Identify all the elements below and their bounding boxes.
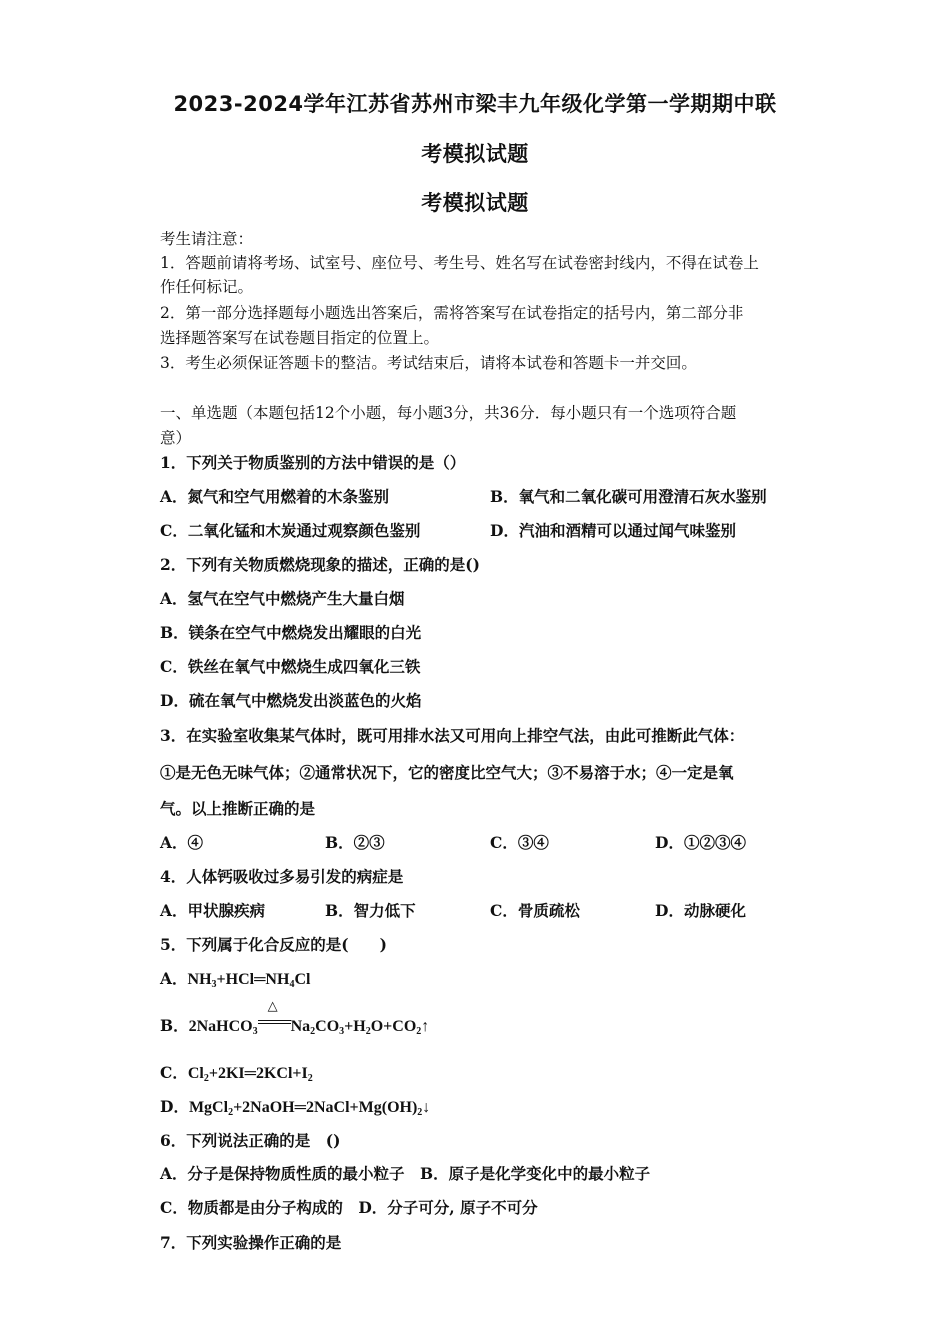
- question-5-option-c: [160, 1061, 313, 1084]
- question-7-stem: 7．下列实验操作正确的是: [160, 1233, 342, 1252]
- question-3-stem-cont: ①是无色无味气体；②通常状况下，它的密度比空气大；③不易溶于水；④一定是氧: [160, 763, 734, 782]
- question-5-option-d: [160, 1095, 430, 1118]
- delta-icon: △: [267, 998, 278, 1013]
- heating-condition-sign: [258, 998, 291, 1028]
- question-2-option-b: B．镁条在空气中燃烧发出耀眼的白光: [160, 623, 422, 642]
- question-3-option-b: B．②③: [325, 833, 385, 852]
- question-4-stem: 4．人体钙吸收过多易引发的病症是: [160, 867, 404, 886]
- question-6-options-ab: A．分子是保持物质性质的最小粒子 B．原子是化学变化中的最小粒子: [160, 1164, 651, 1183]
- question-3-option-d: D．①②③④: [655, 833, 746, 852]
- question-4-option-a: A．甲状腺疾病: [160, 901, 266, 920]
- question-6-stem: 6．下列说法正确的是 (): [160, 1131, 341, 1150]
- question-4-option-b: B．智力低下: [325, 901, 416, 920]
- question-2-option-d: D．硫在氧气中燃烧发出淡蓝色的火焰: [160, 691, 422, 710]
- option-label: C．: [160, 1063, 188, 1082]
- question-3-option-c: C．③④: [490, 833, 549, 852]
- question-2-option-a: A．氢气在空气中燃烧产生大量白烟: [160, 589, 405, 608]
- notice-item-1: 1．答题前请将考场、试室号、座位号、考生号、姓名写在试卷密封线内，不得在试卷上: [160, 254, 759, 272]
- exam-title-line2: 考模拟试题: [421, 142, 529, 166]
- equation-a: $NH_3+HCl═NH_4Cl$: [187, 971, 311, 990]
- question-3-stem-end: 气。以上推断正确的是: [160, 799, 316, 818]
- notice-item-2-cont: 选择题答案写在试卷题目指定的位置上。: [160, 329, 440, 347]
- equation-d: $MgCl_2+2NaOH═2NaCl+Mg(OH)_2↓$: [188, 1099, 431, 1118]
- option-label: B．: [160, 1016, 189, 1035]
- notice-item-2: 2．第一部分选择题每小题选出答案后，需将答案写在试卷指定的括号内，第二部分非: [160, 304, 744, 322]
- notice-heading: 考生请注意：: [160, 230, 254, 248]
- exam-title-line1: 2023-2024学年江苏省苏州市梁丰九年级化学第一学期期中联: [173, 92, 777, 116]
- option-label: D．: [160, 1097, 189, 1116]
- equation-b: 2NaHCO$_3$ △ $Na_2CO_3+H_2O+CO_2↑$: [188, 998, 430, 1037]
- question-1-stem: 1．下列关于物质鉴别的方法中错误的是（）: [160, 453, 466, 472]
- section-heading: 一、单选题（本题包括12个小题，每小题3分，共36分．每小题只有一个选项符合题: [160, 404, 737, 422]
- question-2-stem: 2．下列有关物质燃烧现象的描述，正确的是(): [160, 555, 480, 574]
- question-4-option-c: C．骨质疏松: [490, 901, 580, 920]
- equation-c: $Cl_2+2KI═2KCl+I_2$: [187, 1065, 313, 1084]
- question-4-option-d: D．动脉硬化: [655, 901, 746, 920]
- question-5-stem: 5．下列属于化合反应的是( ): [160, 935, 387, 954]
- exam-subtitle: 考模拟试题: [421, 191, 529, 215]
- question-1-option-d: D．汽油和酒精可以通过闻气味鉴别: [490, 521, 736, 540]
- notice-item-3: 3．考生必须保证答题卡的整洁。考试结束后，请将本试卷和答题卡一并交回。: [160, 354, 697, 372]
- option-label: A．: [160, 969, 188, 988]
- question-3-stem: 3．在实验室收集某气体时，既可用排水法又可用向上排空气法，由此可推断此气体：: [160, 726, 745, 745]
- question-2-option-c: C．铁丝在氧气中燃烧生成四氧化三铁: [160, 657, 421, 676]
- question-1-option-c: C．二氧化锰和木炭通过观察颜色鉴别: [160, 521, 421, 540]
- question-1-option-a: A．氮气和空气用燃着的木条鉴别: [160, 487, 390, 506]
- question-1-option-b: B．氧气和二氧化碳可用澄清石灰水鉴别: [490, 487, 767, 506]
- question-3-option-a: A．④: [160, 833, 204, 852]
- section-heading-cont: 意）: [160, 429, 192, 447]
- question-5-option-a: [160, 967, 310, 990]
- question-6-options-cd: C．物质都是由分子构成的 D．分子可分, 原子不可分: [160, 1198, 538, 1217]
- question-5-option-b: [160, 998, 430, 1037]
- notice-item-1-cont: 作任何标记。: [160, 278, 254, 296]
